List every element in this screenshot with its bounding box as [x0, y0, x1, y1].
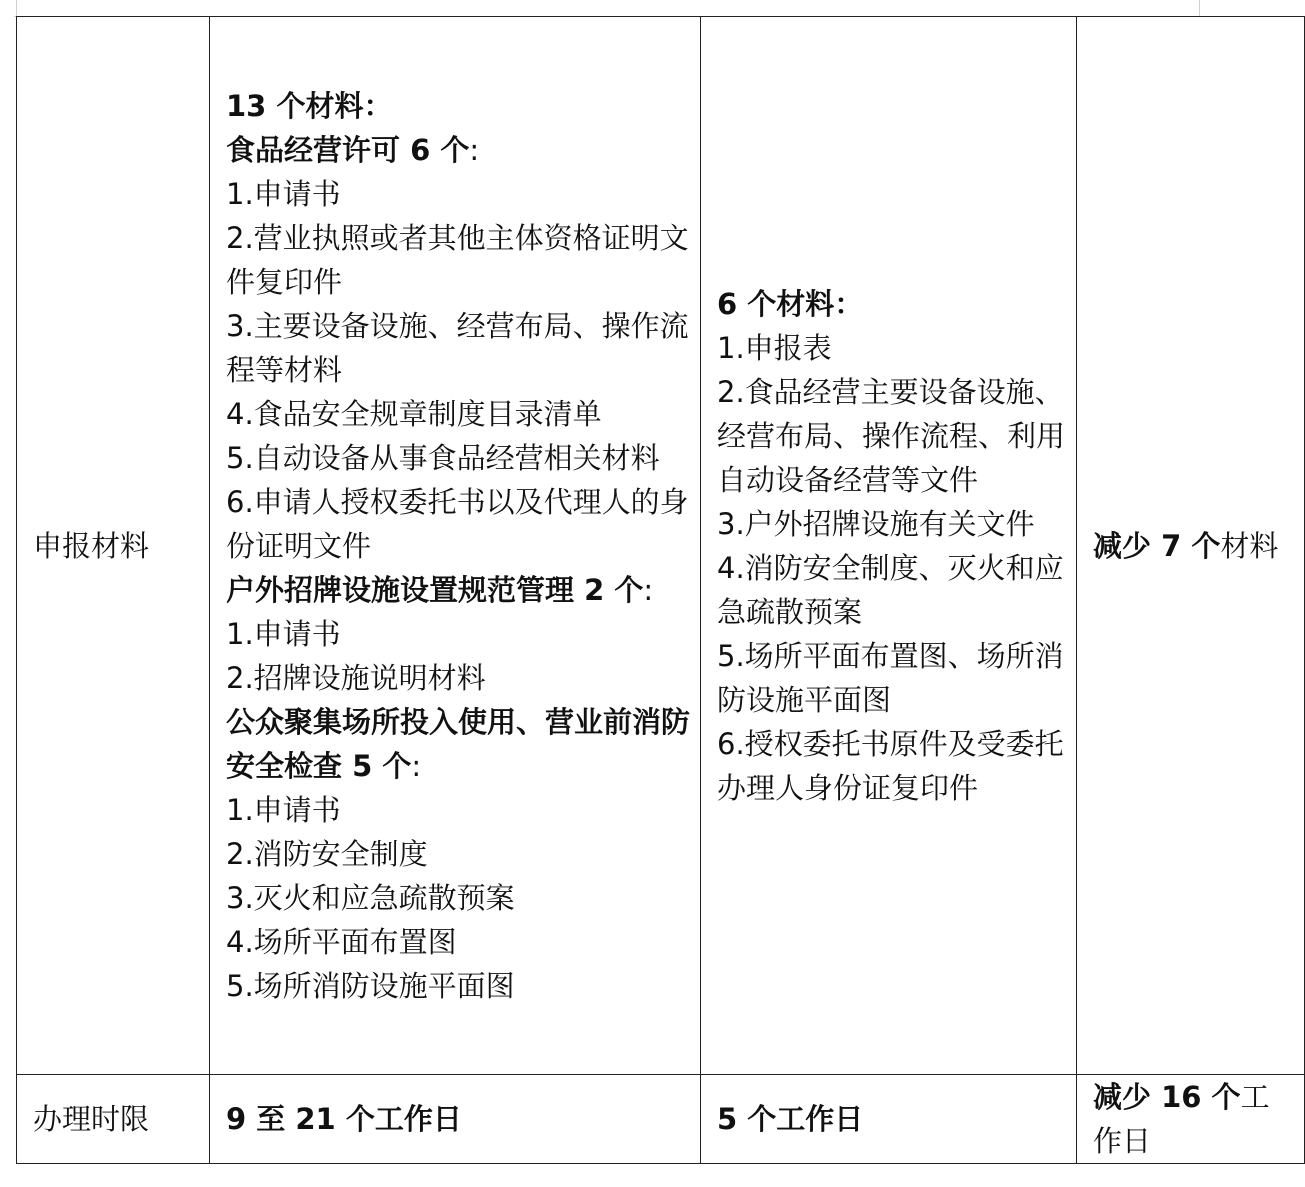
row-label-time-limit: 办理时限 [17, 1075, 210, 1164]
list-item: 4.消防安全制度、灭火和应急疏散预案 [717, 550, 1064, 629]
before-time-limit: 9 至 21 个工作日 [210, 1075, 701, 1164]
list-item: 5.自动设备从事食品经营相关材料 [226, 440, 660, 475]
comparison-table [16, 16, 1305, 1164]
list-item: 2.营业执照或者其他主体资格证明文件复印件 [226, 220, 689, 299]
reduction-materials-value: 减少 7 个 [1093, 528, 1221, 563]
list-item: 2.消防安全制度 [226, 836, 428, 871]
reduction-time-unit: 工作日 [1093, 1080, 1270, 1158]
list-item: 1.申报表 [717, 330, 832, 365]
after-materials-total: 6 个材料： [717, 286, 864, 321]
list-item: 2.食品经营主要设备设施、经营布局、操作流程、利用自动设备经营等文件 [717, 374, 1066, 497]
list-item: 5.场所平面布置图、场所消防设施平面图 [717, 638, 1064, 717]
group-heading-fire-safety: 公众聚集场所投入使用、营业前消防安全检查 5 个: [226, 704, 691, 783]
list-item: 5.场所消防设施平面图 [226, 968, 515, 1003]
list-item: 6.授权委托书原件及受委托办理人身份证复印件 [717, 726, 1064, 805]
page-top-edge [16, 0, 1200, 17]
list-item: 1.申请书 [226, 616, 341, 651]
list-item: 4.食品安全规章制度目录清单 [226, 396, 602, 431]
reduction-materials-cell [1077, 17, 1305, 1075]
after-materials-cell [701, 17, 1077, 1075]
group-heading-food-license: 食品经营许可 6 个: [226, 132, 480, 167]
reduction-time-cell [1077, 1075, 1305, 1164]
list-item: 2.招牌设施说明材料 [226, 660, 486, 695]
table-row-time-limit [17, 1075, 1305, 1164]
reduction-materials-unit: 材料 [1220, 528, 1279, 563]
list-item: 4.场所平面布置图 [226, 924, 457, 959]
before-materials-total: 13 个材料： [226, 88, 393, 123]
list-item: 1.申请书 [226, 792, 341, 827]
list-item: 3.灭火和应急疏散预案 [226, 880, 515, 915]
list-item: 6.申请人授权委托书以及代理人的身份证明文件 [226, 484, 689, 563]
row-label-materials: 申报材料 [17, 17, 210, 1075]
reduction-time-value: 减少 16 个 [1093, 1080, 1241, 1114]
after-time-limit: 5 个工作日 [701, 1075, 1077, 1164]
group-heading-outdoor-signboard: 户外招牌设施设置规范管理 2 个: [226, 572, 654, 607]
table-row-materials [17, 17, 1305, 1075]
before-materials-cell [210, 17, 701, 1075]
list-item: 3.户外招牌设施有关文件 [717, 506, 1035, 541]
list-item: 3.主要设备设施、经营布局、操作流程等材料 [226, 308, 689, 387]
list-item: 1.申请书 [226, 176, 341, 211]
